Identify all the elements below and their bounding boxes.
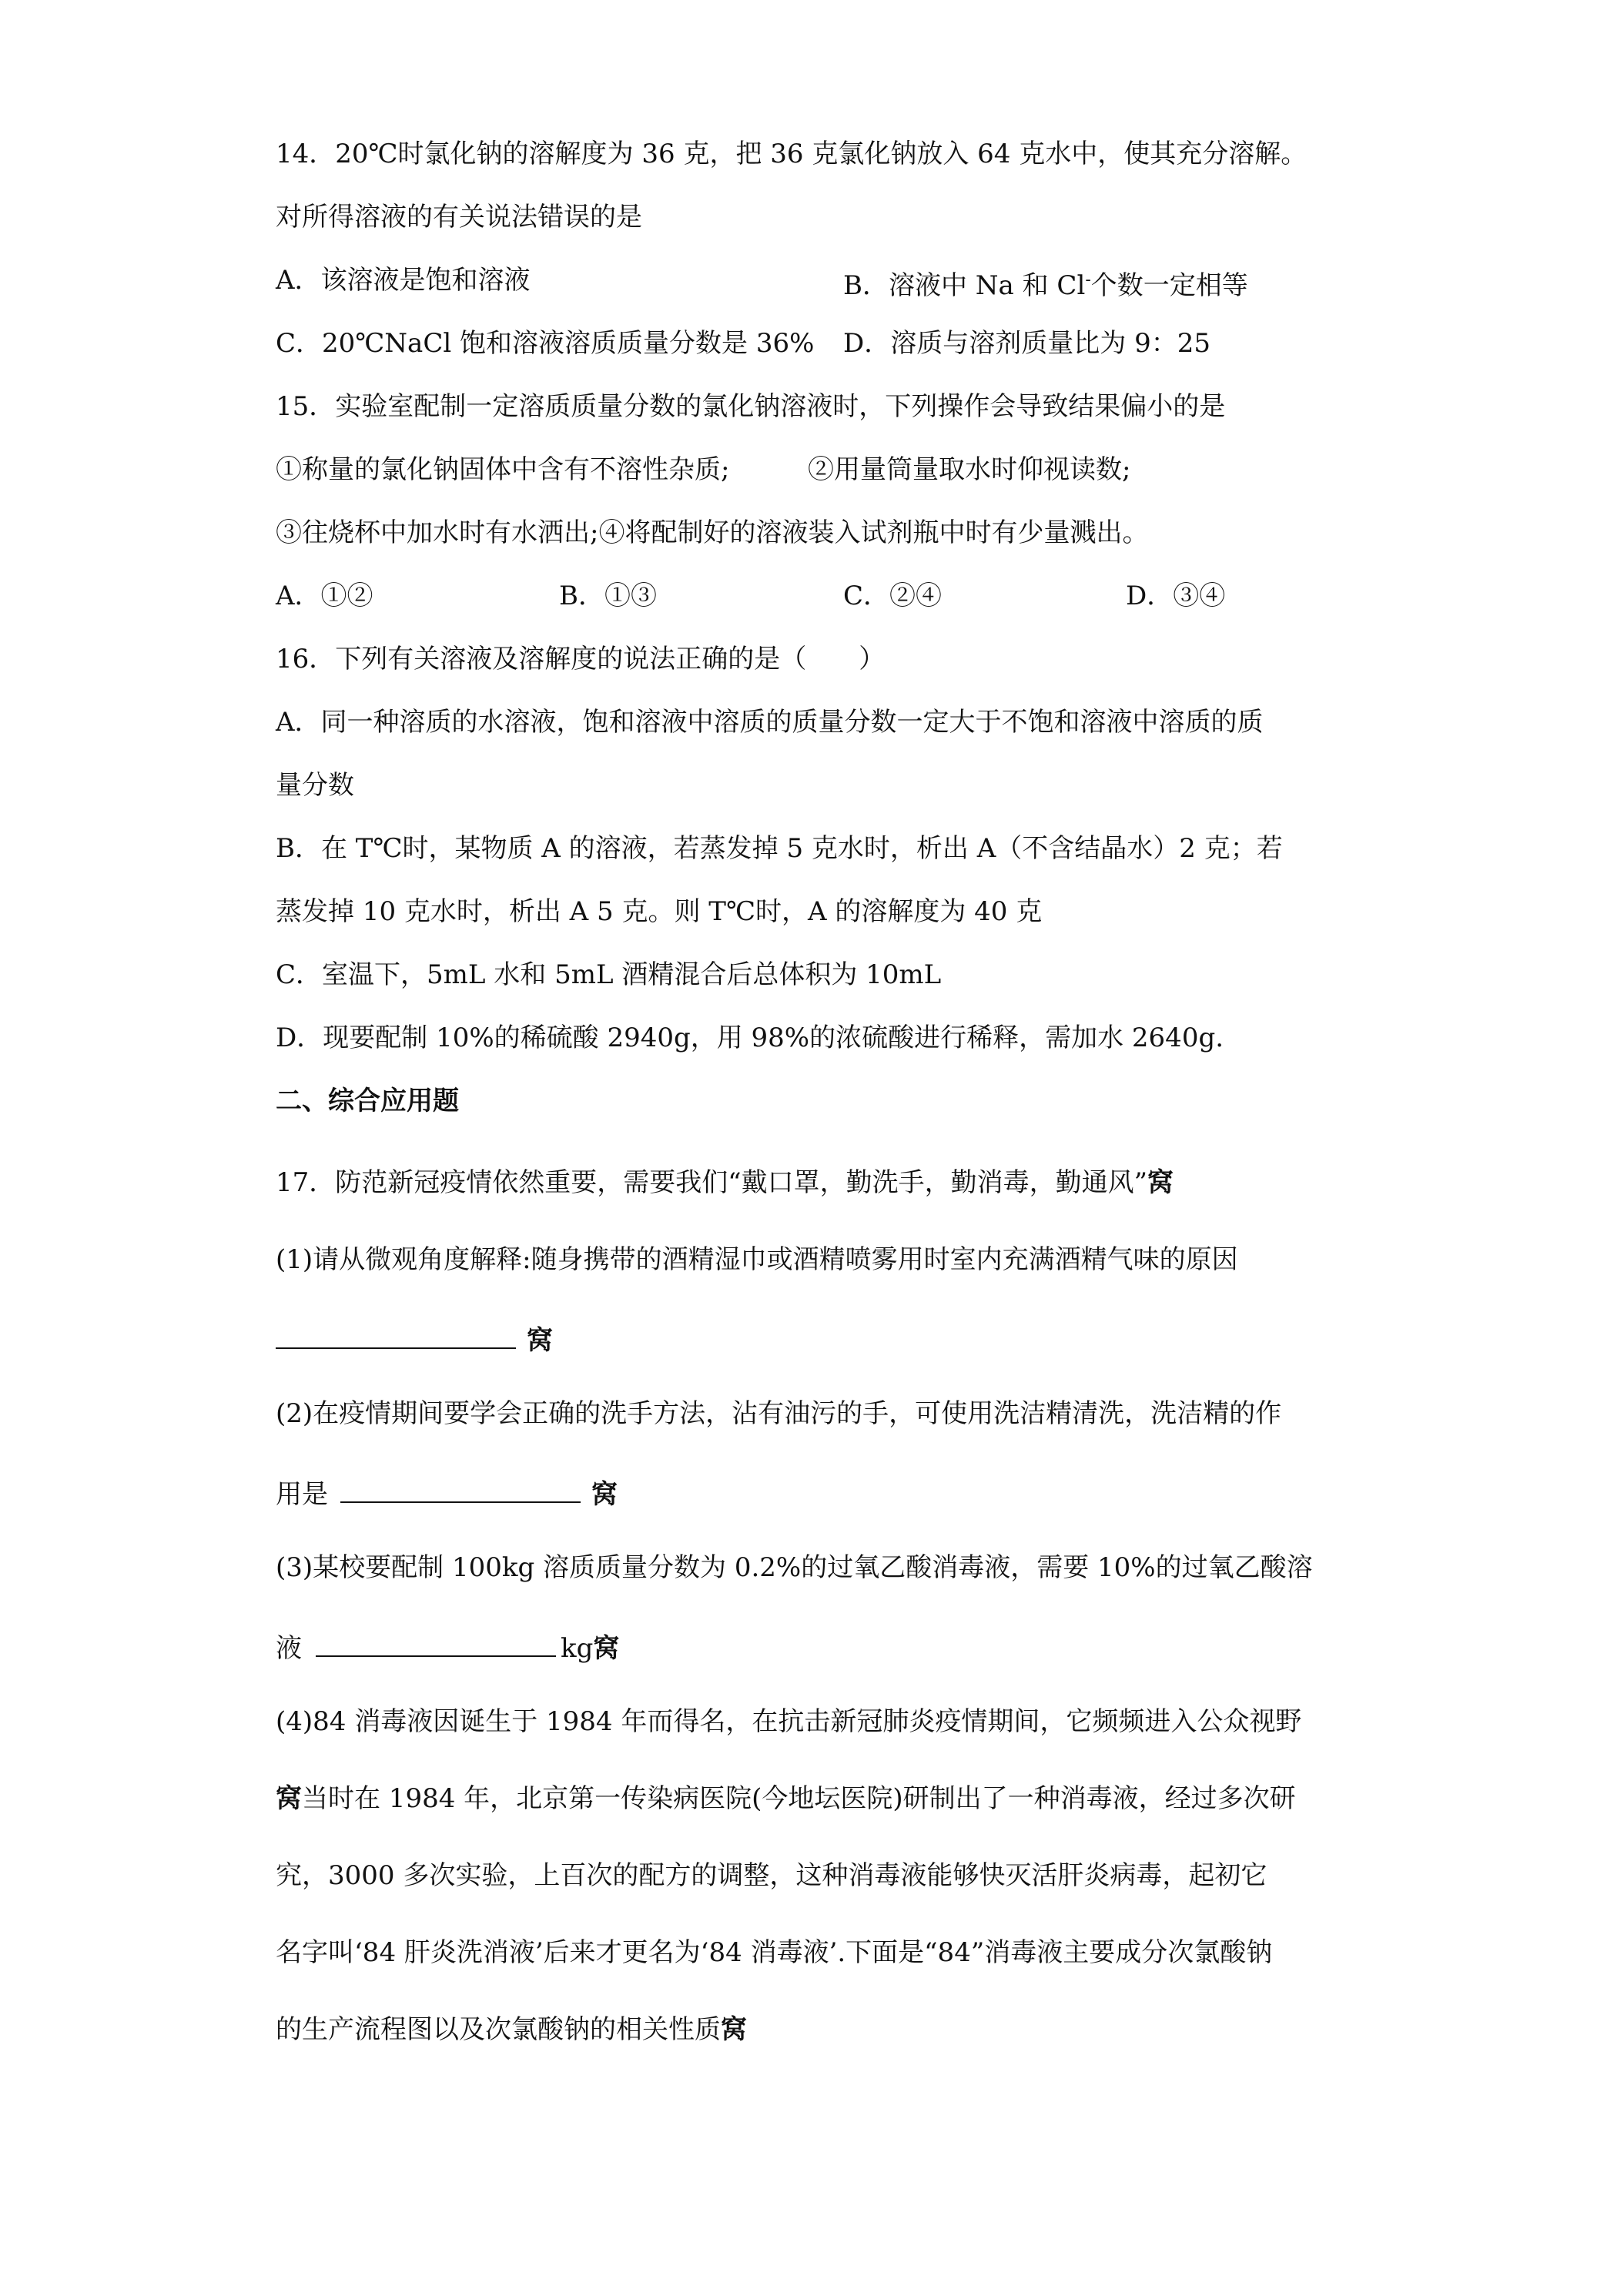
placeholder-mark: 窝 [591, 1479, 618, 1510]
q17-part1: (1)请从微观角度解释:随身携带的酒精湿巾或酒精喷雾用时室内充满酒精气味的原因 [276, 1244, 1238, 1275]
q16-option-c: C．室温下，5mL 水和 5mL 酒精混合后总体积为 10mL [276, 959, 942, 990]
q17-part3-unit: kg [561, 1633, 594, 1664]
q17-part4-line5-text: 的生产流程图以及次氯酸钠的相关性质 [276, 2014, 721, 2045]
q17-stem-text: 17．防范新冠疫情依然重要，需要我们“戴口罩，勤洗手，勤消毒，勤通风” [276, 1167, 1148, 1198]
q16-stem: 16．下列有关溶液及溶解度的说法正确的是（ ） [276, 644, 886, 674]
q14-option-c: C．20℃NaCl 饱和溶液溶质质量分数是 36% [276, 328, 815, 359]
q15-option-a: A．①② [276, 581, 373, 611]
answer-blank-3[interactable] [316, 1626, 556, 1657]
q15-option-b: B．①③ [559, 581, 657, 611]
placeholder-mark: 窝 [527, 1325, 553, 1356]
q15-option-c: C．②④ [843, 581, 943, 611]
q15-item-2: ②用量筒量取水时仰视读数; [808, 454, 1131, 485]
q15-items-row2: ③往烧杯中加水时有水洒出;④将配制好的溶液装入试剂瓶中时有少量溅出。 [276, 517, 1149, 548]
section-heading: 二、综合应用题 [276, 1086, 459, 1116]
q14-option-b-text-end: 个数一定相等 [1090, 270, 1248, 301]
q14-option-d: D．溶质与溶剂质量比为 9：25 [843, 328, 1210, 359]
q17-part4-line1: (4)84 消毒液因诞生于 1984 年而得名，在抗击新冠肺炎疫情期间，它频频进入公众视野 [276, 1706, 1302, 1737]
q15-item-1: ①称量的氯化钠固体中含有不溶性杂质; [276, 454, 730, 485]
q14-option-b-text: B．溶液中 Na 和 Cl [843, 270, 1086, 301]
q16-option-a-line2: 量分数 [276, 770, 354, 801]
placeholder-mark: 窝 [276, 1783, 302, 1814]
q14-stem-line1: 14．20℃时氯化钠的溶解度为 36 克，把 36 克氯化钠放入 64 克水中，使其充分溶解。 [276, 139, 1308, 169]
placeholder-mark: 窝 [593, 1633, 620, 1664]
q16-option-b-line2: 蒸发掉 10 克水时，析出 A 5 克。则 T℃时，A 的溶解度为 40 克 [276, 896, 1043, 927]
q17-part2-line1: (2)在疫情期间要学会正确的洗手方法，沾有油污的手，可使用洗洁精清洗，洗洁精的作 [276, 1398, 1282, 1429]
q17-part4-line2 [276, 1780, 1296, 1817]
q17-part4-line4: 名字叫‘84 肝炎洗消液’后来才更名为‘84 消毒液’.下面是“84”消毒液主要成分次氯酸钠 [276, 1937, 1273, 1968]
q15-option-d: D．③④ [1126, 581, 1226, 611]
q16-option-a-line1: A．同一种溶质的水溶液，饱和溶液中溶质的质量分数一定大于不饱和溶液中溶质的质 [276, 707, 1264, 738]
q15-stem: 15．实验室配制一定溶质质量分数的氯化钠溶液时，下列操作会导致结果偏小的是 [276, 391, 1226, 422]
q17-part3-line2 [276, 1626, 619, 1667]
placeholder-mark: 窝 [1147, 1167, 1174, 1198]
q17-part3-prefix: 液 [276, 1633, 302, 1664]
q17-part4-line3: 究，3000 多次实验，上百次的配方的调整，这种消毒液能够快灭活肝炎病毒，起初它 [276, 1860, 1267, 1891]
q17-part2-prefix: 用是 [276, 1479, 328, 1510]
q14-option-a: A．该溶液是饱和溶液 [276, 265, 531, 296]
q17-part4-line5 [276, 2011, 747, 2048]
answer-blank-2[interactable] [340, 1472, 581, 1503]
q17-part1-answer [276, 1318, 553, 1359]
q14-stem-line2: 对所得溶液的有关说法错误的是 [276, 202, 642, 233]
placeholder-mark: 窝 [721, 2014, 747, 2045]
q16-option-d: D．现要配制 10%的稀硫酸 2940g，用 98%的浓硫酸进行稀释，需加水 2640g. [276, 1022, 1224, 1053]
q17-part4-line2-text: 当时在 1984 年，北京第一传染病医院(今地坛医院)研制出了一种消毒液，经过多次研 [302, 1783, 1296, 1814]
q17-stem [276, 1164, 1174, 1201]
q14-option-b [843, 262, 1248, 304]
q17-part3-line1: (3)某校要配制 100kg 溶质质量分数为 0.2%的过氧乙酸消毒液，需要 10%的过氧乙酸溶 [276, 1552, 1313, 1583]
q16-option-b-line1: B．在 T℃时，某物质 A 的溶液，若蒸发掉 5 克水时，析出 A（不含结晶水）2 克；若 [276, 833, 1283, 864]
q17-part2-line2 [276, 1472, 618, 1513]
q14-option-b-superscript: - [1085, 270, 1091, 290]
answer-blank-1[interactable] [276, 1318, 516, 1349]
